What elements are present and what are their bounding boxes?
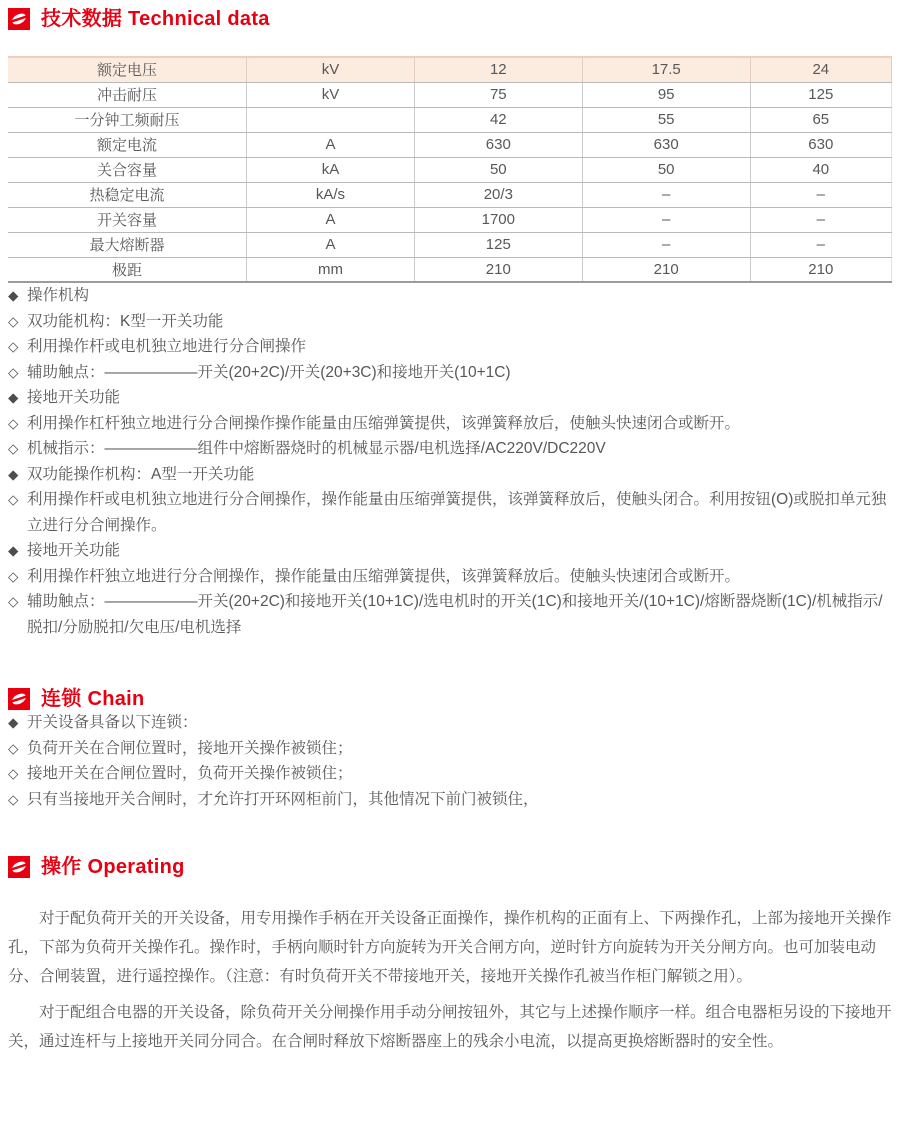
list-item-text: 辅助触点：——————开关(20+2C)/开关(20+3C)和接地开关(10+1C): [27, 363, 511, 381]
spec-value-cell: kA: [247, 157, 415, 182]
spec-value-cell: kV: [247, 82, 415, 107]
spec-name-cell: 额定电压: [8, 57, 247, 82]
spec-value-cell: –: [750, 207, 891, 232]
spec-value-cell: A: [247, 232, 415, 257]
operating-paragraph-1: 对于配负荷开关的开关设备，用专用操作手柄在开关设备正面操作，操作机构的正面有上、下两操作孔，上部为接地开关操作孔，下部为负荷开关操作孔。操作时，手柄向顺时针方向旋转为开关合闸方向，逆时针方向旋转为开关分闸方向。也可加装电动分、合闸装置，进行遥控操作。（注意：有时负荷开关不带接地开关，接地开关操作孔被当作柜门解锁之用）。: [8, 910, 892, 985]
filled-diamond-icon: ◆: [8, 715, 19, 730]
spec-value-cell: 24: [750, 57, 891, 82]
list-item: [8, 334, 892, 360]
spec-table-body: [8, 57, 892, 282]
chain-list: [8, 710, 892, 812]
list-item: [8, 385, 892, 411]
spec-value-cell: 125: [414, 232, 582, 257]
table-row: [8, 232, 892, 257]
spec-value-cell: 75: [414, 82, 582, 107]
list-item-text: 双功能机构：K型一开关功能: [27, 312, 224, 330]
filled-diamond-icon: ◆: [8, 288, 19, 303]
spec-value-cell: 630: [582, 132, 750, 157]
table-row: [8, 157, 892, 182]
table-row: [8, 207, 892, 232]
spec-value-cell: [247, 107, 415, 132]
spec-name-cell: 关合容量: [8, 157, 247, 182]
list-item-text: 负荷开关在合闸位置时，接地开关操作被锁住；: [27, 739, 353, 757]
spec-name-cell: 热稳定电流: [8, 182, 247, 207]
list-item: [8, 436, 892, 462]
list-item-text: 只有当接地开关合闸时，才允许打开环网柜前门，其他情况下前门被锁住，: [27, 790, 539, 808]
filled-diamond-icon: ◆: [8, 466, 19, 482]
section-header-chain: [8, 688, 892, 710]
spec-value-cell: A: [247, 132, 415, 157]
table-row: [8, 57, 892, 82]
spec-value-cell: 630: [750, 132, 891, 157]
spec-value-cell: A: [247, 207, 415, 232]
spec-value-cell: kA/s: [247, 182, 415, 207]
spec-value-cell: mm: [247, 257, 415, 282]
spec-name-cell: 极距: [8, 257, 247, 282]
list-item-text: 利用操作杠杆独立地进行分合闸操作操作能量由压缩弹簧提供，该弹簧释放后，使触头快速闭合或断开。: [27, 414, 741, 432]
table-row: [8, 257, 892, 282]
list-item-text: 接地开关功能: [27, 389, 121, 406]
brand-logo-icon: [8, 856, 30, 878]
spec-value-cell: 20/3: [414, 182, 582, 207]
table-row: [8, 107, 892, 132]
list-item: [8, 487, 892, 538]
list-item-text: 利用操作杆或电机独立地进行分合闸操作，操作能量由压缩弹簧提供，该弹簧释放后，使触头闭合。利用按钮(O)或脱扣单元独立进行分合闸操作。: [27, 491, 887, 534]
list-item-text: 接地开关功能: [27, 542, 121, 559]
hollow-diamond-icon: ◇: [8, 415, 19, 431]
section-title-chain: 连锁 Chain: [41, 688, 145, 710]
spec-name-cell: 开关容量: [8, 207, 247, 232]
section-chain: [8, 688, 892, 812]
spec-value-cell: 55: [582, 107, 750, 132]
list-item: [8, 736, 892, 762]
list-item: [8, 787, 892, 813]
spec-name-cell: 一分钟工频耐压: [8, 107, 247, 132]
technical-data-table: [8, 56, 892, 283]
brand-logo-icon: [8, 688, 30, 710]
spec-value-cell: 210: [750, 257, 891, 282]
list-item: [8, 309, 892, 335]
list-item-text: 开关设备具备以下连锁：: [27, 714, 198, 731]
spec-value-cell: –: [582, 182, 750, 207]
spec-value-cell: 210: [414, 257, 582, 282]
hollow-diamond-icon: ◇: [8, 766, 19, 781]
spec-value-cell: –: [750, 182, 891, 207]
mechanism-list: [8, 283, 892, 640]
spec-value-cell: 42: [414, 107, 582, 132]
table-row: [8, 132, 892, 157]
spec-value-cell: 95: [582, 82, 750, 107]
spec-value-cell: 50: [582, 157, 750, 182]
spec-value-cell: 12: [414, 57, 582, 82]
list-item: [8, 589, 892, 640]
list-item: [8, 538, 892, 564]
spec-value-cell: 17.5: [582, 57, 750, 82]
filled-diamond-icon: ◆: [8, 390, 19, 405]
table-row: [8, 182, 892, 207]
section-operating: [8, 856, 892, 1056]
list-item: [8, 411, 892, 437]
list-item: [8, 283, 892, 309]
spec-value-cell: –: [582, 232, 750, 257]
spec-name-cell: 最大熔断器: [8, 232, 247, 257]
hollow-diamond-icon: ◇: [8, 740, 19, 756]
list-item-text: 辅助触点：——————开关(20+2C)和接地开关(10+1C)/选电机时的开关(1C)和接地开关/(10+1C)/熔断器烧断(1C)/机械指示/脱扣/分励脱扣/欠电压/电机选择: [27, 593, 883, 636]
spec-value-cell: 1700: [414, 207, 582, 232]
list-item-text: 双功能操作机构：A型一开关功能: [27, 465, 255, 483]
section-header-technical: [8, 8, 892, 30]
spec-value-cell: –: [582, 207, 750, 232]
spec-value-cell: 210: [582, 257, 750, 282]
hollow-diamond-icon: ◇: [8, 339, 19, 354]
section-title-technical: 技术数据 Technical data: [41, 8, 270, 30]
spec-value-cell: 40: [750, 157, 891, 182]
spec-value-cell: 630: [414, 132, 582, 157]
spec-value-cell: 65: [750, 107, 891, 132]
section-header-operating: [8, 856, 892, 878]
spec-name-cell: 额定电流: [8, 132, 247, 157]
hollow-diamond-icon: ◇: [8, 568, 19, 584]
list-item-text: 操作机构: [27, 287, 90, 304]
list-item: [8, 564, 892, 590]
hollow-diamond-icon: ◇: [8, 594, 19, 609]
hollow-diamond-icon: ◇: [8, 313, 19, 329]
table-row: [8, 82, 892, 107]
list-item-text: 利用操作杆独立地进行分合闸操作，操作能量由压缩弹簧提供，该弹簧释放后。使触头快速闭合或断开。: [27, 567, 741, 585]
spec-value-cell: 125: [750, 82, 891, 107]
spec-value-cell: –: [750, 232, 891, 257]
hollow-diamond-icon: ◇: [8, 791, 19, 807]
list-item: [8, 360, 892, 386]
list-item: [8, 462, 892, 488]
spec-value-cell: 50: [414, 157, 582, 182]
brand-logo-icon: [8, 8, 30, 30]
list-item: [8, 761, 892, 787]
section-title-operating: 操作 Operating: [41, 856, 185, 878]
spec-value-cell: kV: [247, 57, 415, 82]
list-item-text: 接地开关在合闸位置时，负荷开关操作被锁住；: [27, 765, 353, 782]
hollow-diamond-icon: ◇: [8, 492, 19, 507]
hollow-diamond-icon: ◇: [8, 364, 19, 380]
list-item: [8, 710, 892, 736]
section-technical: [8, 8, 892, 640]
operating-paragraphs: [8, 904, 892, 1056]
operating-paragraph-2: 对于配组合电器的开关设备，除负荷开关分闸操作用手动分闸按钮外，其它与上述操作顺序一样。组合电器柜另设的下接地开关，通过连杆与上接地开关同分同合。在合闸时释放下熔断器座上的残余小电流，以提高更换熔断器时的安全性。: [8, 1004, 892, 1050]
hollow-diamond-icon: ◇: [8, 441, 19, 456]
filled-diamond-icon: ◆: [8, 543, 19, 558]
list-item-text: 机械指示：——————组件中熔断器烧时的机械显示器/电机选择/AC220V/DC220V: [27, 440, 606, 457]
spec-name-cell: 冲击耐压: [8, 82, 247, 107]
list-item-text: 利用操作杆或电机独立地进行分合闸操作: [27, 338, 307, 355]
